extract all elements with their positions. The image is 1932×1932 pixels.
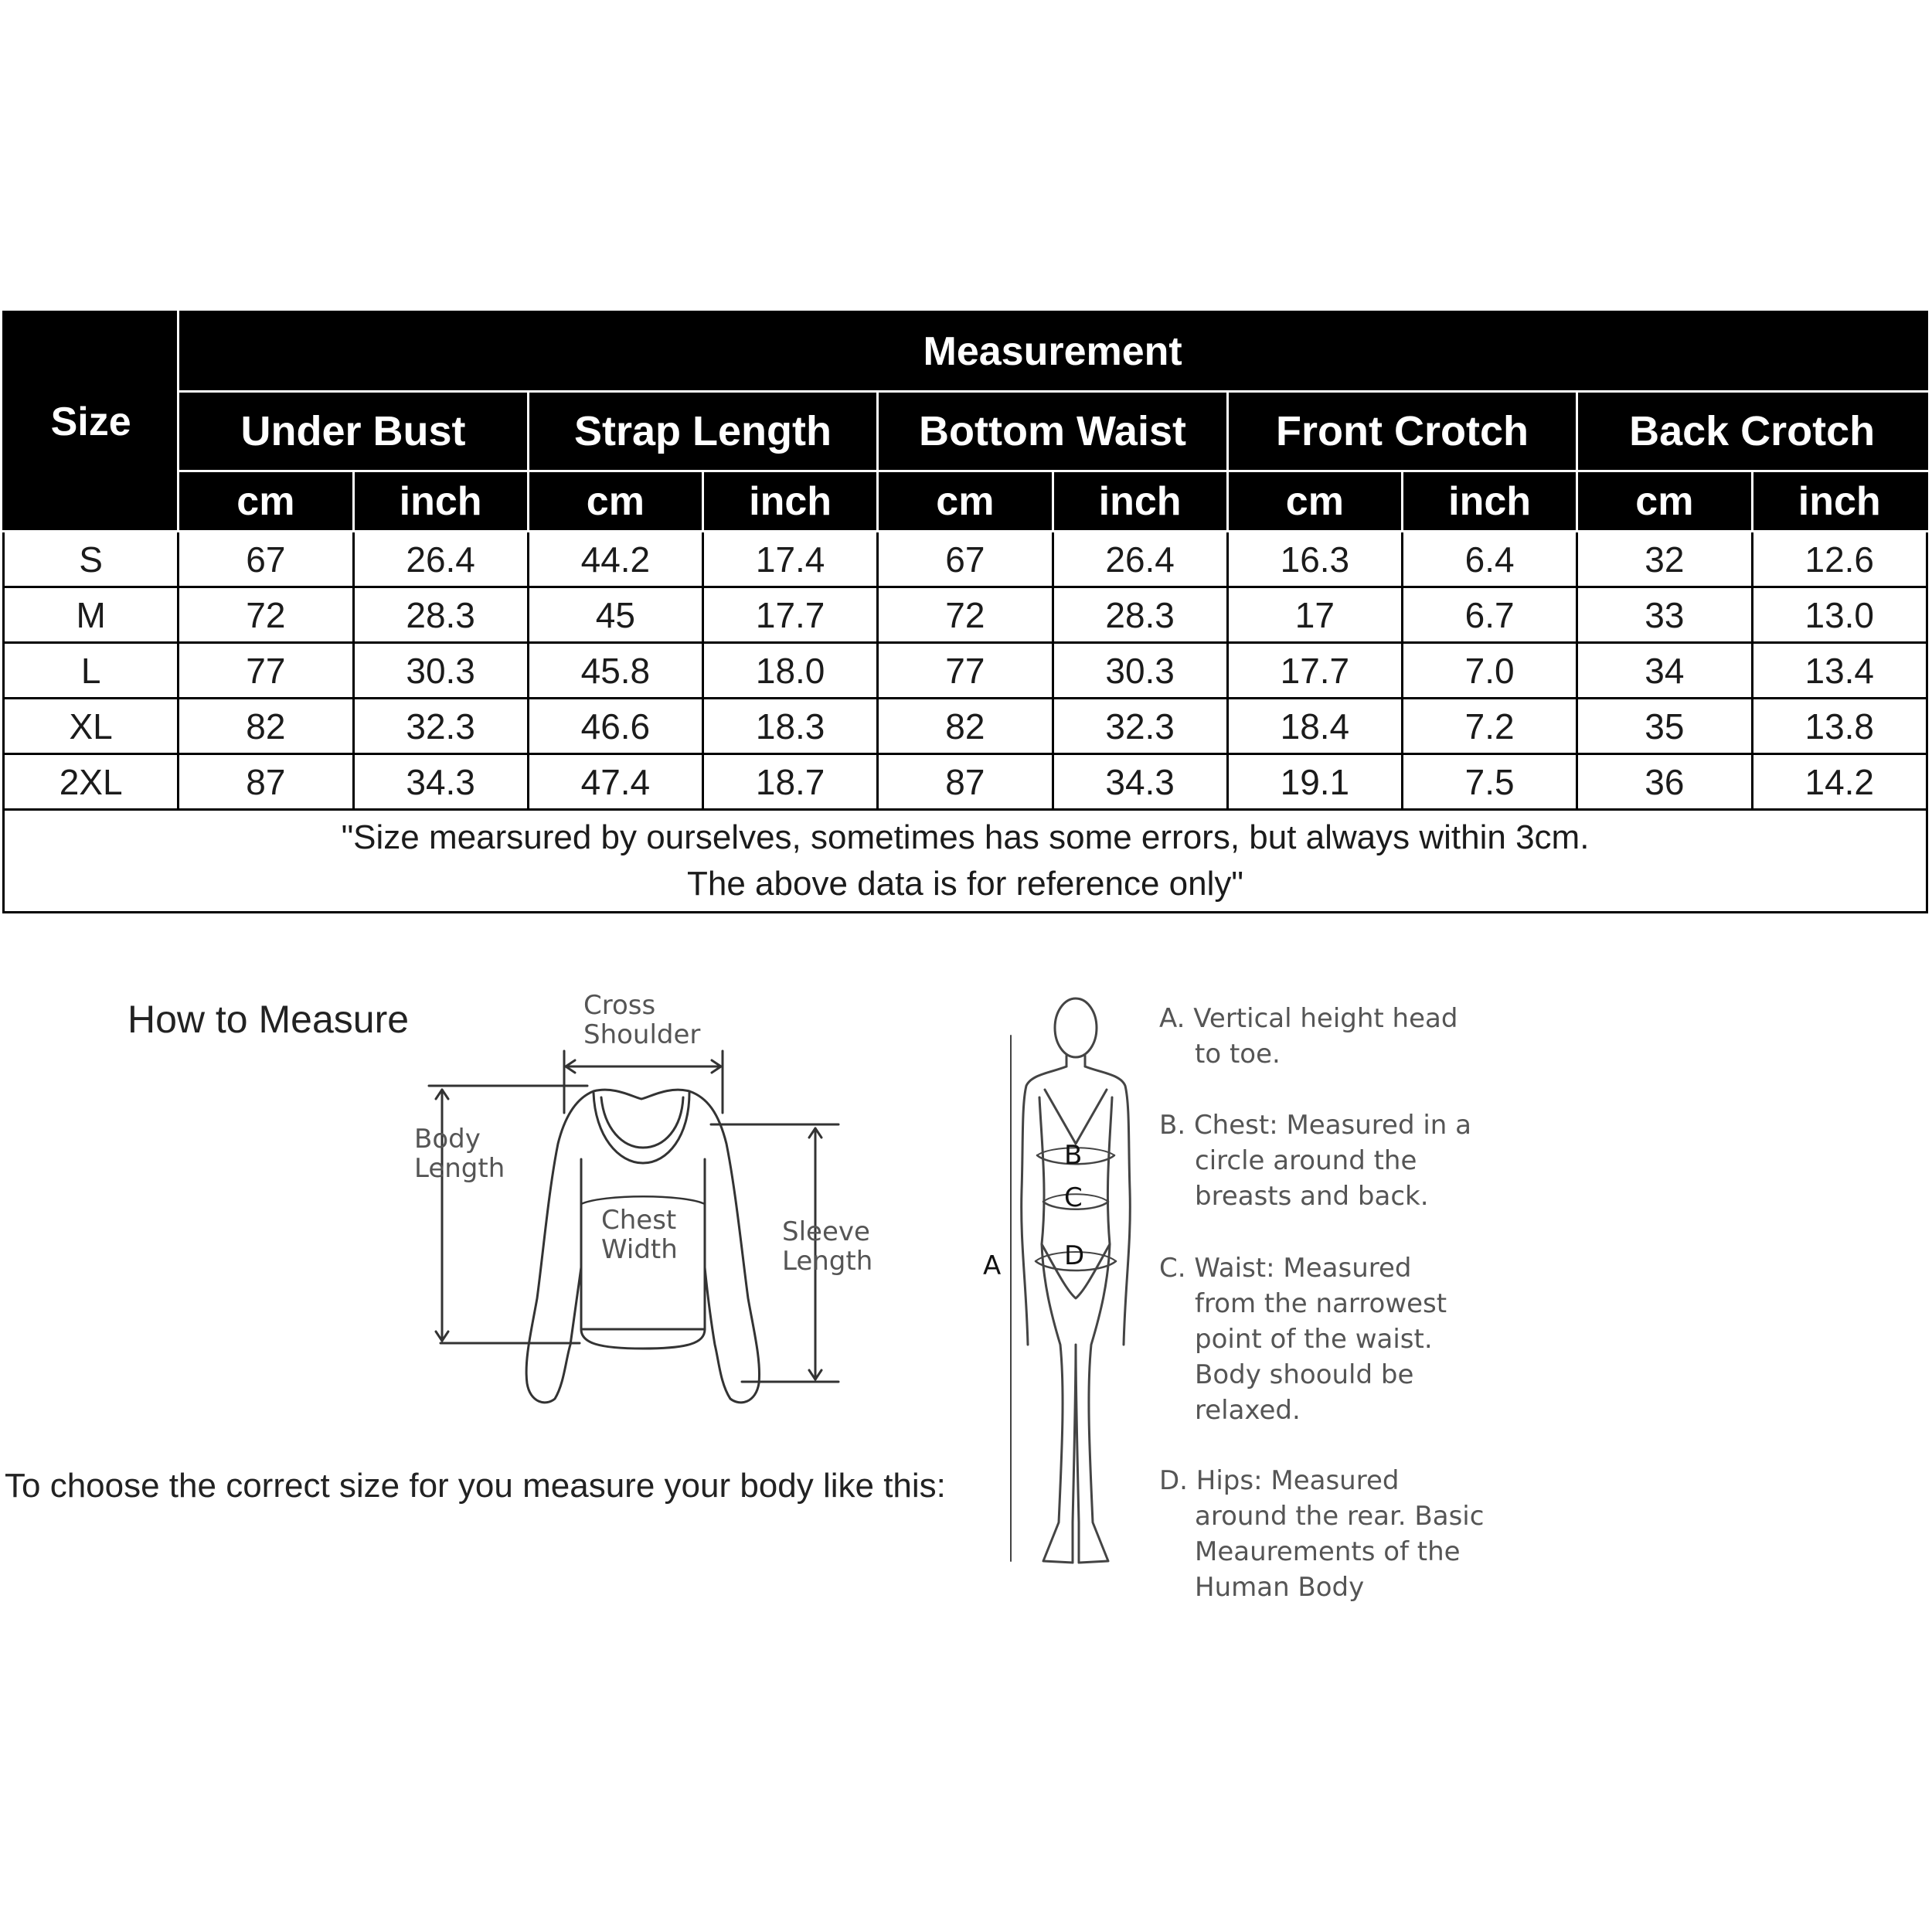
measurement-cell: 82 — [179, 699, 353, 754]
column-header-strap-length: Strap Length — [528, 392, 878, 471]
measurement-cell: 13.4 — [1752, 643, 1927, 699]
measurement-cell: 45 — [528, 587, 702, 643]
measurement-cell: 6.4 — [1403, 532, 1577, 587]
body-letter-a: A — [983, 1250, 1002, 1281]
note-line-1: "Size mearsured by ourselves, sometimes has some errors, but always within 3cm. — [341, 818, 1590, 856]
measurement-cell: 7.2 — [1403, 699, 1577, 754]
table-row — [4, 643, 1927, 699]
size-cell: S — [4, 532, 179, 587]
measurement-cell: 77 — [179, 643, 353, 699]
measurement-cell: 26.4 — [353, 532, 528, 587]
table-body — [4, 532, 1927, 913]
measurement-cell: 18.7 — [703, 754, 878, 810]
measurement-cell: 72 — [878, 587, 1053, 643]
measurement-cell: 87 — [179, 754, 353, 810]
table-row — [4, 699, 1927, 754]
measurement-cell: 18.0 — [703, 643, 878, 699]
table-row — [4, 754, 1927, 810]
table-header — [4, 312, 1927, 532]
measurement-cell: 7.5 — [1403, 754, 1577, 810]
instruction-b — [1159, 1107, 1499, 1214]
body-letter-b: B — [1064, 1140, 1083, 1171]
unit-header: cm — [528, 471, 702, 532]
instruction-d — [1159, 1463, 1499, 1605]
size-cell: XL — [4, 699, 179, 754]
unit-header: cm — [179, 471, 353, 532]
size-header: Size — [4, 312, 179, 532]
measurement-cell: 77 — [878, 643, 1053, 699]
unit-header: inch — [1403, 471, 1577, 532]
size-cell: 2XL — [4, 754, 179, 810]
unit-header: cm — [878, 471, 1053, 532]
label-chest-width: Chest Width — [601, 1205, 678, 1265]
measurement-cell: 18.3 — [703, 699, 878, 754]
measurement-cell: 17.4 — [703, 532, 878, 587]
measurement-cell: 47.4 — [528, 754, 702, 810]
measurement-cell: 82 — [878, 699, 1053, 754]
size-chart-table — [2, 311, 1928, 913]
measurement-cell: 12.6 — [1752, 532, 1927, 587]
measurement-cell: 17.7 — [703, 587, 878, 643]
how-to-measure-title: How to Measure — [128, 998, 410, 1041]
measurement-cell: 67 — [179, 532, 353, 587]
measurement-cell: 32.3 — [353, 699, 528, 754]
instruction-c-rest: from the narrowest point of the waist. Body shoould be relaxed. — [1195, 1288, 1447, 1426]
measurement-cell: 17.7 — [1227, 643, 1402, 699]
measurement-cell: 34.3 — [353, 754, 528, 810]
measurement-cell: 67 — [878, 532, 1053, 587]
unit-header: cm — [1577, 471, 1752, 532]
measurement-cell: 87 — [878, 754, 1053, 810]
measurement-cell: 16.3 — [1227, 532, 1402, 587]
instruction-d-rest: around the rear. Basic Meaurements of the Human Body — [1195, 1501, 1485, 1603]
measurement-cell: 13.0 — [1752, 587, 1927, 643]
measurement-cell: 30.3 — [353, 643, 528, 699]
unit-header: inch — [703, 471, 878, 532]
table-row — [4, 587, 1927, 643]
unit-header: inch — [1752, 471, 1927, 532]
measurement-cell: 35 — [1577, 699, 1752, 754]
measurement-cell: 72 — [179, 587, 353, 643]
measurement-cell: 30.3 — [1053, 643, 1227, 699]
measurement-cell: 33 — [1577, 587, 1752, 643]
unit-header: cm — [1227, 471, 1402, 532]
size-cell: M — [4, 587, 179, 643]
measurement-cell: 44.2 — [528, 532, 702, 587]
measurement-cell: 36 — [1577, 754, 1752, 810]
label-body-length: Body Length — [414, 1124, 505, 1184]
size-cell: L — [4, 643, 179, 699]
instruction-a — [1159, 1001, 1499, 1072]
measurement-cell: 26.4 — [1053, 532, 1227, 587]
measurement-cell: 17 — [1227, 587, 1402, 643]
body-figure-diagram — [1005, 989, 1151, 1584]
column-header-back-crotch: Back Crotch — [1577, 392, 1927, 471]
measurement-cell: 13.8 — [1752, 699, 1927, 754]
measurement-cell: 34.3 — [1053, 754, 1227, 810]
note-line-2: The above data is for reference only" — [686, 865, 1244, 903]
unit-header: inch — [1053, 471, 1227, 532]
measurement-cell: 28.3 — [353, 587, 528, 643]
table-note — [4, 810, 1927, 913]
column-header-under-bust: Under Bust — [179, 392, 529, 471]
unit-header: inch — [353, 471, 528, 532]
measurement-cell: 18.4 — [1227, 699, 1402, 754]
measurement-cell: 7.0 — [1403, 643, 1577, 699]
instruction-a-rest: to toe. — [1195, 1039, 1281, 1070]
choose-size-text: To choose the correct size for you measure your body like this: — [5, 1467, 946, 1505]
measurement-cell: 14.2 — [1752, 754, 1927, 810]
instruction-a-first: A. Vertical height head — [1159, 1003, 1458, 1034]
column-header-bottom-waist: Bottom Waist — [878, 392, 1228, 471]
measurement-cell: 32 — [1577, 532, 1752, 587]
measurement-cell: 19.1 — [1227, 754, 1402, 810]
body-letter-d: D — [1064, 1240, 1085, 1271]
body-letter-c: C — [1064, 1182, 1083, 1213]
measurement-cell: 32.3 — [1053, 699, 1227, 754]
instruction-d-first: D. Hips: Measured — [1159, 1465, 1400, 1496]
instruction-c — [1159, 1250, 1499, 1428]
measurement-cell: 6.7 — [1403, 587, 1577, 643]
measurement-header: Measurement — [179, 312, 1927, 392]
measurement-cell: 34 — [1577, 643, 1752, 699]
measurement-cell: 45.8 — [528, 643, 702, 699]
label-sleeve-length: Sleeve Length — [782, 1216, 873, 1277]
instruction-b-rest: circle around the breasts and back. — [1195, 1145, 1429, 1212]
instruction-c-first: C. Waist: Measured — [1159, 1253, 1412, 1284]
label-cross-shoulder: Cross Shoulder — [583, 990, 701, 1050]
table-note-row — [4, 810, 1927, 913]
instruction-b-first: B. Chest: Measured in a — [1159, 1110, 1471, 1141]
measurement-cell: 46.6 — [528, 699, 702, 754]
measurement-cell: 28.3 — [1053, 587, 1227, 643]
column-header-front-crotch: Front Crotch — [1227, 392, 1577, 471]
table-row — [4, 532, 1927, 587]
